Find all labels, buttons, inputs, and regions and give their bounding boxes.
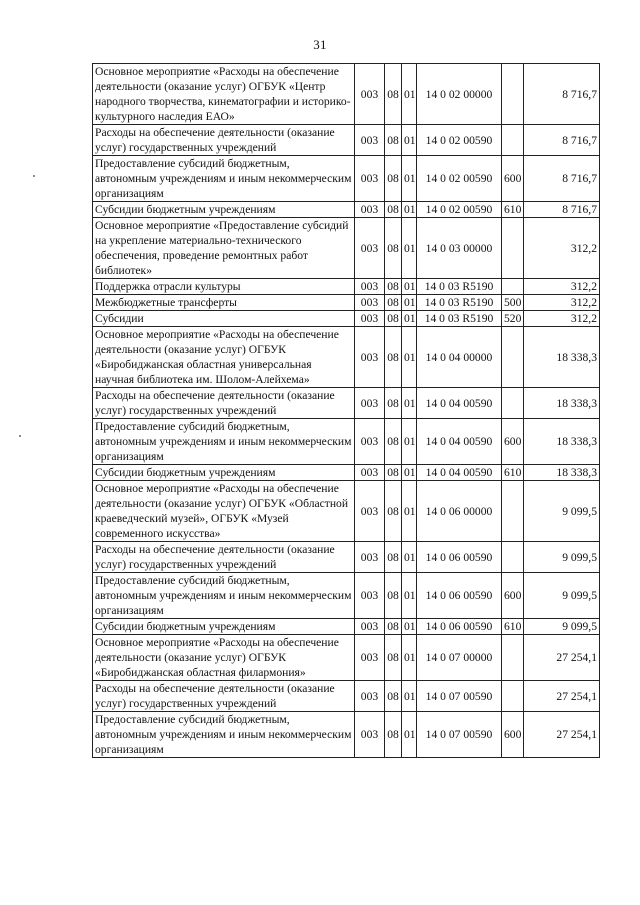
row-amount: 18 338,3: [524, 327, 600, 388]
row-expense-type: 610: [502, 465, 524, 481]
row-admin-code: 003: [355, 202, 385, 218]
table-row: [93, 156, 600, 202]
row-expense-type: 600: [502, 156, 524, 202]
row-section-code: 08: [385, 125, 402, 156]
row-target-article: 14 0 06 00590: [417, 573, 502, 619]
row-admin-code: 003: [355, 156, 385, 202]
row-target-article: 14 0 03 R5190: [417, 279, 502, 295]
scan-speck: [33, 175, 35, 177]
row-admin-code: 003: [355, 542, 385, 573]
row-section-code: 08: [385, 573, 402, 619]
row-target-article: 14 0 07 00590: [417, 712, 502, 758]
row-amount: 312,2: [524, 295, 600, 311]
row-amount: 9 099,5: [524, 573, 600, 619]
scan-speck: [19, 435, 21, 437]
row-section-code: 08: [385, 635, 402, 681]
row-description: Основное мероприятие «Предоставление субсидий на укрепление материально-технического обеспечения, проведение ремонтных работ библиотек»: [93, 218, 355, 279]
row-subsection-code: 01: [402, 681, 417, 712]
row-description: Расходы на обеспечение деятельности (оказание услуг) государственных учреждений: [93, 542, 355, 573]
table-row: [93, 279, 600, 295]
row-expense-type: [502, 542, 524, 573]
row-target-article: 14 0 02 00590: [417, 156, 502, 202]
row-amount: 312,2: [524, 279, 600, 295]
row-description: Субсидии бюджетным учреждениям: [93, 619, 355, 635]
budget-table: [92, 63, 600, 758]
row-admin-code: 003: [355, 218, 385, 279]
row-subsection-code: 01: [402, 712, 417, 758]
row-expense-type: 500: [502, 295, 524, 311]
row-target-article: 14 0 07 00590: [417, 681, 502, 712]
table-row: [93, 712, 600, 758]
row-amount: 9 099,5: [524, 481, 600, 542]
row-admin-code: 003: [355, 311, 385, 327]
row-target-article: 14 0 04 00590: [417, 465, 502, 481]
row-section-code: 08: [385, 542, 402, 573]
row-subsection-code: 01: [402, 125, 417, 156]
row-description: Предоставление субсидий бюджетным, автономным учреждениям и иным некоммерческим организациям: [93, 573, 355, 619]
row-section-code: 08: [385, 681, 402, 712]
row-admin-code: 003: [355, 279, 385, 295]
row-expense-type: [502, 681, 524, 712]
row-amount: 18 338,3: [524, 388, 600, 419]
row-subsection-code: 01: [402, 156, 417, 202]
row-amount: 27 254,1: [524, 712, 600, 758]
row-section-code: 08: [385, 202, 402, 218]
table-row: [93, 635, 600, 681]
row-section-code: 08: [385, 311, 402, 327]
row-admin-code: 003: [355, 635, 385, 681]
table-row: [93, 311, 600, 327]
row-target-article: 14 0 02 00000: [417, 64, 502, 125]
row-subsection-code: 01: [402, 327, 417, 388]
row-expense-type: [502, 125, 524, 156]
table-row: [93, 465, 600, 481]
budget-table-body: [93, 64, 600, 758]
row-description: Расходы на обеспечение деятельности (оказание услуг) государственных учреждений: [93, 388, 355, 419]
table-row: [93, 295, 600, 311]
row-expense-type: 600: [502, 573, 524, 619]
row-target-article: 14 0 02 00590: [417, 202, 502, 218]
table-row: [93, 388, 600, 419]
row-target-article: 14 0 07 00000: [417, 635, 502, 681]
table-row: [93, 327, 600, 388]
row-expense-type: [502, 218, 524, 279]
table-row: [93, 64, 600, 125]
table-row: [93, 202, 600, 218]
row-section-code: 08: [385, 156, 402, 202]
row-expense-type: 600: [502, 419, 524, 465]
row-expense-type: [502, 64, 524, 125]
row-admin-code: 003: [355, 388, 385, 419]
row-section-code: 08: [385, 712, 402, 758]
row-expense-type: [502, 388, 524, 419]
page-number: 31: [313, 37, 327, 52]
row-target-article: 14 0 06 00000: [417, 481, 502, 542]
row-admin-code: 003: [355, 573, 385, 619]
row-description: Основное мероприятие «Расходы на обеспечение деятельности (оказание услуг) ОГБУК «Биробиджанская областная универсальная научная библиотека им. Шолом-Алейхема»: [93, 327, 355, 388]
row-section-code: 08: [385, 481, 402, 542]
row-expense-type: [502, 279, 524, 295]
row-section-code: 08: [385, 64, 402, 125]
row-description: Поддержка отрасли культуры: [93, 279, 355, 295]
row-admin-code: 003: [355, 327, 385, 388]
row-target-article: 14 0 04 00000: [417, 327, 502, 388]
row-subsection-code: 01: [402, 481, 417, 542]
row-subsection-code: 01: [402, 202, 417, 218]
row-subsection-code: 01: [402, 542, 417, 573]
row-description: Межбюджетные трансферты: [93, 295, 355, 311]
row-target-article: 14 0 03 00000: [417, 218, 502, 279]
row-expense-type: [502, 635, 524, 681]
row-description: Субсидии бюджетным учреждениям: [93, 202, 355, 218]
row-expense-type: [502, 327, 524, 388]
row-admin-code: 003: [355, 295, 385, 311]
row-description: Основное мероприятие «Расходы на обеспечение деятельности (оказание услуг) ОГБУК «Биробиджанская областная филармония»: [93, 635, 355, 681]
row-admin-code: 003: [355, 465, 385, 481]
row-description: Расходы на обеспечение деятельности (оказание услуг) государственных учреждений: [93, 125, 355, 156]
row-section-code: 08: [385, 388, 402, 419]
row-description: Предоставление субсидий бюджетным, автономным учреждениям и иным некоммерческим организациям: [93, 419, 355, 465]
table-row: [93, 419, 600, 465]
table-row: [93, 681, 600, 712]
row-subsection-code: 01: [402, 279, 417, 295]
row-description: Субсидии: [93, 311, 355, 327]
row-amount: 312,2: [524, 311, 600, 327]
row-admin-code: 003: [355, 619, 385, 635]
row-subsection-code: 01: [402, 573, 417, 619]
row-section-code: 08: [385, 327, 402, 388]
table-row: [93, 619, 600, 635]
row-amount: 8 716,7: [524, 64, 600, 125]
row-amount: 27 254,1: [524, 635, 600, 681]
table-row: [93, 542, 600, 573]
row-target-article: 14 0 06 00590: [417, 619, 502, 635]
row-amount: 18 338,3: [524, 419, 600, 465]
row-target-article: 14 0 06 00590: [417, 542, 502, 573]
row-section-code: 08: [385, 218, 402, 279]
row-subsection-code: 01: [402, 311, 417, 327]
row-expense-type: 610: [502, 202, 524, 218]
row-subsection-code: 01: [402, 419, 417, 465]
row-description: Основное мероприятие «Расходы на обеспечение деятельности (оказание услуг) ОГБУК «Областной краеведческий музей», ОГБУК «Музей современного искусства»: [93, 481, 355, 542]
row-section-code: 08: [385, 295, 402, 311]
row-section-code: 08: [385, 279, 402, 295]
row-description: Предоставление субсидий бюджетным, автономным учреждениям и иным некоммерческим организациям: [93, 156, 355, 202]
row-expense-type: 610: [502, 619, 524, 635]
row-amount: 8 716,7: [524, 156, 600, 202]
table-row: [93, 218, 600, 279]
row-expense-type: 600: [502, 712, 524, 758]
row-admin-code: 003: [355, 712, 385, 758]
row-target-article: 14 0 02 00590: [417, 125, 502, 156]
row-subsection-code: 01: [402, 388, 417, 419]
row-target-article: 14 0 04 00590: [417, 419, 502, 465]
row-section-code: 08: [385, 465, 402, 481]
table-row: [93, 573, 600, 619]
row-target-article: 14 0 03 R5190: [417, 295, 502, 311]
row-section-code: 08: [385, 619, 402, 635]
row-subsection-code: 01: [402, 64, 417, 125]
row-admin-code: 003: [355, 64, 385, 125]
row-subsection-code: 01: [402, 218, 417, 279]
row-amount: 18 338,3: [524, 465, 600, 481]
row-description: Основное мероприятие «Расходы на обеспечение деятельности (оказание услуг) ОГБУК «Центр народного творчества, кинематографии и историко-культурного наследия ЕАО»: [93, 64, 355, 125]
row-expense-type: [502, 481, 524, 542]
row-amount: 8 716,7: [524, 125, 600, 156]
table-row: [93, 125, 600, 156]
row-admin-code: 003: [355, 419, 385, 465]
row-amount: 9 099,5: [524, 619, 600, 635]
row-amount: 312,2: [524, 218, 600, 279]
row-admin-code: 003: [355, 125, 385, 156]
row-amount: 27 254,1: [524, 681, 600, 712]
row-description: Субсидии бюджетным учреждениям: [93, 465, 355, 481]
row-description: Предоставление субсидий бюджетным, автономным учреждениям и иным некоммерческим организациям: [93, 712, 355, 758]
row-admin-code: 003: [355, 681, 385, 712]
row-expense-type: 520: [502, 311, 524, 327]
row-target-article: 14 0 03 R5190: [417, 311, 502, 327]
row-amount: 9 099,5: [524, 542, 600, 573]
row-target-article: 14 0 04 00590: [417, 388, 502, 419]
row-amount: 8 716,7: [524, 202, 600, 218]
row-subsection-code: 01: [402, 465, 417, 481]
row-subsection-code: 01: [402, 635, 417, 681]
row-subsection-code: 01: [402, 619, 417, 635]
row-admin-code: 003: [355, 481, 385, 542]
table-row: [93, 481, 600, 542]
row-description: Расходы на обеспечение деятельности (оказание услуг) государственных учреждений: [93, 681, 355, 712]
row-subsection-code: 01: [402, 295, 417, 311]
row-section-code: 08: [385, 419, 402, 465]
